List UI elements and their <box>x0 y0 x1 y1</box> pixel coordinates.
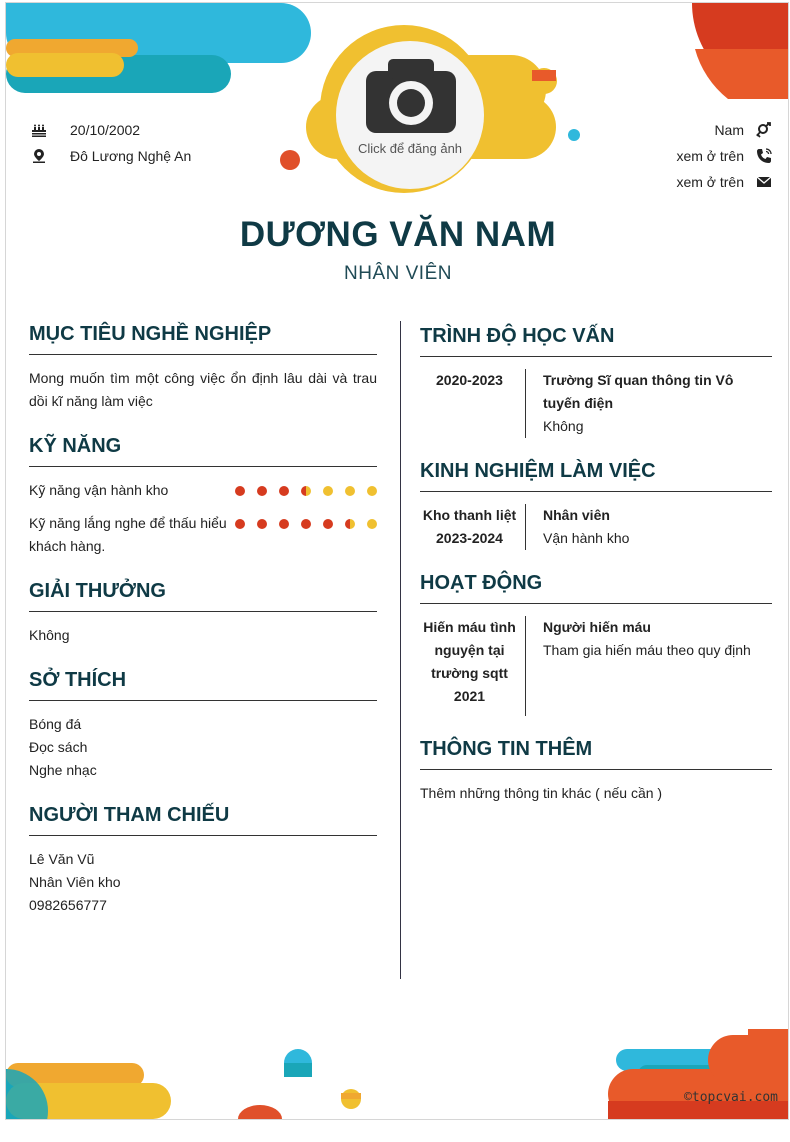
birthday-row <box>31 117 191 143</box>
activity-item <box>420 616 772 716</box>
skills-section <box>29 435 377 558</box>
hobbies-title: SỞ THÍCH <box>29 669 377 701</box>
education-date: 2020-2023 <box>420 369 526 438</box>
activities-section <box>420 572 772 716</box>
hobbies-section <box>29 669 377 782</box>
candidate-name: DƯƠNG VĂN NAM <box>239 215 557 254</box>
rating-dot <box>323 486 333 496</box>
skills-title: KỸ NĂNG <box>29 435 377 467</box>
award-item: Không <box>29 627 70 643</box>
skill-rating <box>235 479 377 496</box>
hobby-item: Nghe nhạc <box>29 762 97 778</box>
hobby-item: Bóng đá <box>29 716 82 732</box>
education-detail: Không <box>543 418 584 434</box>
experience-date: Kho thanh liệt 2023-2024 <box>420 504 526 550</box>
cake-icon <box>31 122 47 138</box>
rating-dot <box>323 519 333 529</box>
experience-detail: Vận hành kho <box>543 530 630 546</box>
education-school: Trường Sĩ quan thông tin Vô tuyến điện <box>543 372 734 411</box>
education-title: TRÌNH ĐỘ HỌC VẤN <box>420 325 772 357</box>
address-text: Đô Lương Nghệ An <box>70 148 192 164</box>
rating-dot <box>257 519 267 529</box>
rating-dot <box>345 519 355 529</box>
bottom-left-decoration <box>6 1029 386 1119</box>
mail-icon <box>756 174 772 190</box>
phone-icon <box>756 148 772 164</box>
watermark: ©topcvai.com <box>684 1090 778 1105</box>
objective-text: Mong muốn tìm một công việc ổn định lâu dài và trau dồi kĩ năng làm việc <box>29 370 377 409</box>
rating-dot <box>345 486 355 496</box>
rating-dot <box>367 519 377 529</box>
references-section <box>29 804 377 917</box>
bottom-right-decoration <box>608 1029 788 1119</box>
rating-dot <box>301 519 311 529</box>
rating-dot <box>367 486 377 496</box>
birthday-text: 20/10/2002 <box>70 122 141 138</box>
reference-position: Nhân Viên kho <box>29 874 121 890</box>
activity-date: Hiến máu tình nguyện tại trường sqtt 2021 <box>420 616 526 716</box>
experience-item <box>420 504 772 550</box>
rating-dot <box>279 486 289 496</box>
rating-dot <box>235 486 245 496</box>
job-title: NHÂN VIÊN <box>344 263 452 284</box>
objective-title: MỤC TIÊU NGHỀ NGHIỆP <box>29 323 377 355</box>
reference-phone: 0982656777 <box>29 897 107 913</box>
rating-dot <box>257 486 267 496</box>
experience-section <box>420 460 772 550</box>
activity-detail: Tham gia hiến máu theo quy định <box>543 642 751 658</box>
activity-role: Người hiến máu <box>543 619 651 635</box>
avatar[interactable] <box>336 41 484 189</box>
contact-left <box>31 117 191 169</box>
activities-title: HOẠT ĐỘNG <box>420 572 772 604</box>
rating-dot <box>235 519 245 529</box>
phone-text: xem ở trên <box>676 148 744 164</box>
email-row <box>572 169 772 195</box>
left-column <box>29 323 377 939</box>
top-right-decoration <box>668 3 788 99</box>
reference-name: Lê Văn Vũ <box>29 851 95 867</box>
education-section <box>420 325 772 438</box>
camera-icon <box>366 57 456 137</box>
gender-row <box>572 117 772 143</box>
additional-text: Thêm những thông tin khác ( nếu cần ) <box>420 785 663 801</box>
phone-row <box>572 143 772 169</box>
cv-page <box>5 2 789 1120</box>
experience-position: Nhân viên <box>543 507 610 523</box>
column-divider <box>400 321 401 979</box>
address-row <box>31 143 191 169</box>
awards-title: GIẢI THƯỞNG <box>29 580 377 612</box>
experience-title: KINH NGHIỆM LÀM VIỆC <box>420 460 772 492</box>
rating-dot <box>279 519 289 529</box>
education-item <box>420 369 772 438</box>
email-text: xem ở trên <box>676 174 744 190</box>
awards-section <box>29 580 377 647</box>
gender-text: Nam <box>714 122 744 138</box>
additional-title: THÔNG TIN THÊM <box>420 738 772 770</box>
skill-item <box>29 512 377 558</box>
gender-icon <box>756 122 772 138</box>
contact-right <box>572 117 772 195</box>
rating-dot <box>301 486 311 496</box>
skill-item <box>29 479 377 502</box>
objective-section <box>29 323 377 413</box>
hobby-item: Đọc sách <box>29 739 88 755</box>
skill-name: Kỹ năng lắng nghe để thấu hiểu khách hàng. <box>29 515 227 554</box>
references-title: NGƯỜI THAM CHIẾU <box>29 804 377 836</box>
skill-rating <box>235 512 377 529</box>
additional-section <box>420 738 772 805</box>
photo-label: Click để đăng ảnh <box>357 141 463 156</box>
location-pin-icon <box>31 148 47 164</box>
skill-name: Kỹ năng vận hành kho <box>29 482 169 498</box>
right-column <box>420 325 772 827</box>
